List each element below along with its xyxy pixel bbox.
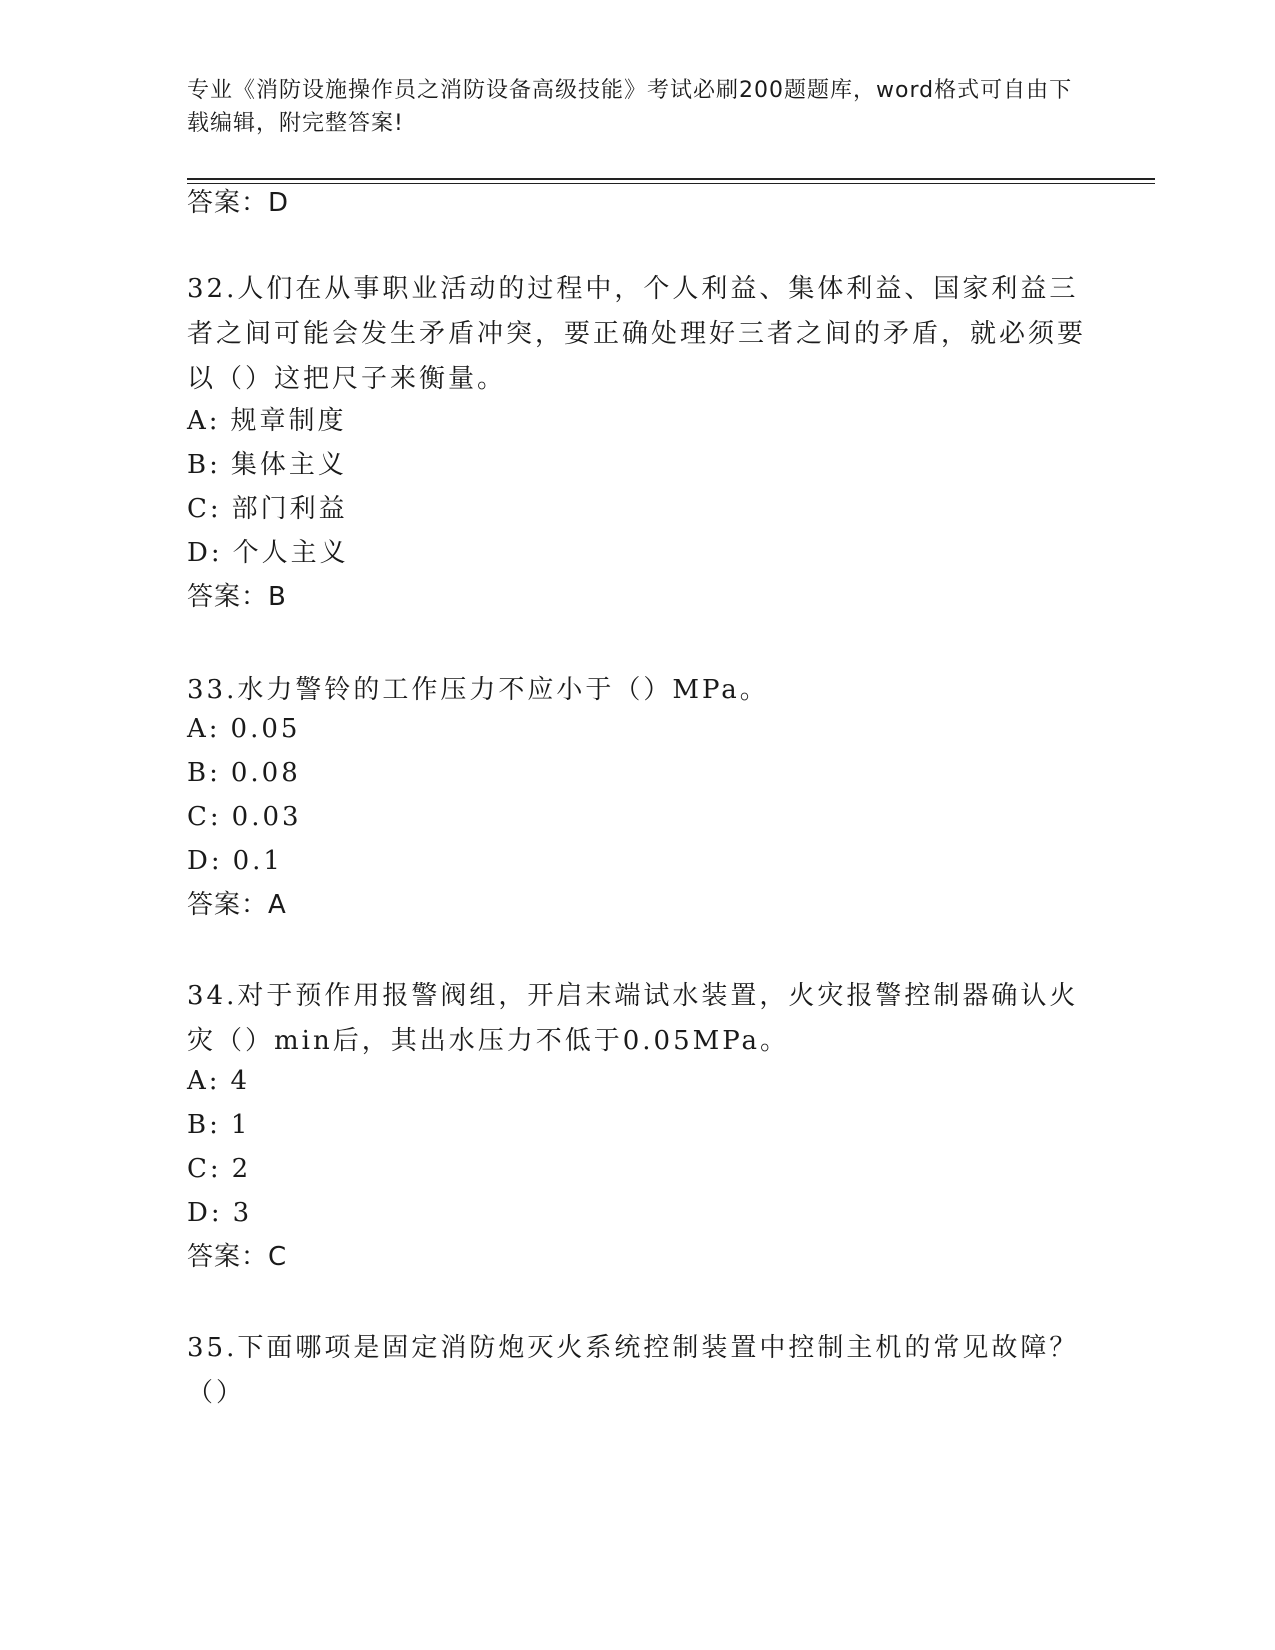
option-text: 0.05 [230,714,301,744]
question-34-stem: 34.对于预作用报警阀组，开启末端试水装置，火灾报警控制器确认火灾（）min后，其出水压力不低于0.05MPa。 [187,981,1079,1056]
question-33-option-b [187,756,301,790]
option-text: 集体主义 [230,450,347,480]
option-key: A: [187,1066,221,1096]
question-33-option-a [187,712,300,746]
question-33-option-c [187,800,302,834]
option-text: 规章制度 [230,406,347,436]
option-text: 0.1 [232,846,283,876]
option-key: D: [187,1198,223,1228]
header-rule [187,178,1155,180]
answer-prev: 答案：D [187,188,290,218]
option-text: 1 [230,1110,251,1140]
question-32-option-d [187,536,349,570]
question-32-option-c [187,492,348,526]
option-key: C: [187,802,222,832]
question-34-answer: 答案：C [187,1242,288,1272]
option-key: B: [187,1110,221,1140]
option-key: D: [187,846,223,876]
option-key: D: [187,538,223,568]
question-33-stem: 33.水力警铃的工作压力不应小于（）MPa。 [187,675,769,705]
question-33-option-d [187,844,283,878]
question-34-option-c [187,1152,251,1186]
option-text: 个人主义 [232,538,349,568]
question-32-stem: 32.人们在从事职业活动的过程中，个人利益、集体利益、国家利益三者之间可能会发生矛盾冲突，要正确处理好三者之间的矛盾，就必须要以（）这把尺子来衡量。 [187,274,1087,394]
option-text: 3 [232,1198,253,1228]
question-32-option-a [187,404,347,438]
question-34-option-a [187,1064,250,1098]
option-key: B: [187,758,221,788]
document-header: 专业《消防设施操作员之消防设备高级技能》考试必刷200题题库，word格式可自由下载编辑，附完整答案! [187,78,1073,136]
question-32-option-b [187,448,347,482]
question-35-stem: 35.下面哪项是固定消防炮灭火系统控制装置中控制主机的常见故障？（） [187,1333,1079,1408]
question-34-option-b [187,1108,250,1142]
option-key: A: [187,714,221,744]
option-key: A: [187,406,221,436]
option-key: C: [187,494,222,524]
question-32-answer: 答案：B [187,582,287,612]
option-text: 0.08 [230,758,301,788]
question-34-option-d [187,1196,252,1230]
option-text: 4 [230,1066,251,1096]
option-key: C: [187,1154,222,1184]
question-33-answer: 答案：A [187,890,287,920]
option-key: B: [187,450,221,480]
option-text: 2 [231,1154,252,1184]
option-text: 部门利益 [231,494,348,524]
option-text: 0.03 [231,802,302,832]
header-rule-thin [187,183,1155,184]
